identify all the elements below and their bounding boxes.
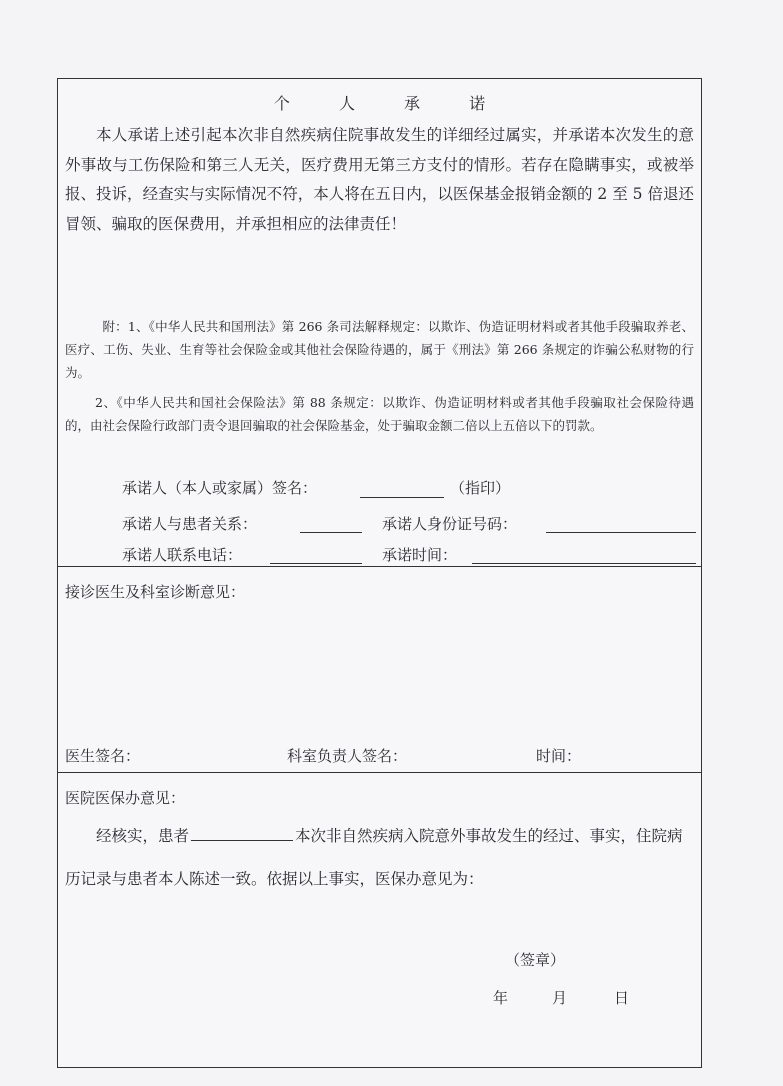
insurance-office-heading: 医院医保办意见： bbox=[65, 789, 186, 807]
verification-prefix: 经核实，患者 bbox=[96, 827, 190, 845]
id-number-label: 承诺人身份证号码： bbox=[382, 515, 518, 533]
diagnosis-time-label: 时间： bbox=[536, 747, 582, 765]
fingerprint-label: （指印） bbox=[450, 479, 511, 497]
seal-label: （签章） bbox=[505, 951, 566, 969]
month-label: 月 bbox=[552, 989, 568, 1007]
insurance-office-section bbox=[58, 773, 701, 1067]
diagnosis-heading: 接诊医生及科室诊断意见： bbox=[65, 583, 246, 601]
legal-note-2: 2、《中华人民共和国社会保险法》第 88 条规定：以欺诈、伪造证明材料或者其他手段骗取社会保险待遇的，由社会保险行政部门责令退回骗取的社会保险基金，处于骗取金额二倍以上五倍以下的罚款。 bbox=[65, 395, 694, 433]
relation-label: 承诺人与患者关系： bbox=[122, 515, 258, 533]
year-label: 年 bbox=[493, 989, 509, 1007]
signer-signature-field[interactable] bbox=[360, 497, 444, 498]
phone-field[interactable] bbox=[270, 563, 362, 564]
pledge-time-label: 承诺时间： bbox=[382, 546, 458, 564]
pledge-body: 本人承诺上述引起本次非自然疾病住院事故发生的详细经过属实，并承诺本次发生的意外事故与工伤保险和第三人无关，医疗费用无第三方支付的情形。若存在隐瞒事实，或被举报、投诉，经查实与实际情况不符，本人将在五日内，以医保基金报销金额的 2 至 5 倍退还冒领、骗取的医保费用，并承担相应的法律责任！ bbox=[65, 126, 694, 233]
day-label: 日 bbox=[614, 989, 630, 1007]
id-number-field[interactable] bbox=[546, 532, 696, 533]
personal-pledge-section bbox=[58, 79, 701, 567]
signer-label: 承诺人（本人或家属）签名： bbox=[122, 479, 318, 497]
patient-name-field[interactable] bbox=[191, 826, 293, 841]
legal-note-1: 附：1、《中华人民共和国刑法》第 266 条司法解释规定：以欺诈、伪造证明材料或者其他手段骗取养老、医疗、工伤、失业、生育等社会保险金或其他社会保险待遇的，属于《刑法》第 266 条规定的诈骗公私财物的行为。 bbox=[65, 319, 694, 380]
phone-label: 承诺人联系电话： bbox=[122, 546, 243, 564]
dept-head-signature-label: 科室负责人签名： bbox=[287, 747, 408, 765]
doctor-signature-label: 医生签名： bbox=[65, 747, 141, 765]
pledge-form bbox=[57, 78, 702, 1068]
verification-suffix: 本次非自然疾病入院意外事故发生的经过、事实，住院病历记录与患者本人陈述一致。依据以上事实，医保办意见为： bbox=[65, 827, 683, 888]
diagnosis-section bbox=[58, 567, 701, 773]
section-title: 个 人 承 诺 bbox=[273, 94, 508, 113]
verification-text bbox=[65, 815, 694, 901]
pledge-time-field[interactable] bbox=[472, 563, 696, 564]
relation-field[interactable] bbox=[300, 532, 362, 533]
